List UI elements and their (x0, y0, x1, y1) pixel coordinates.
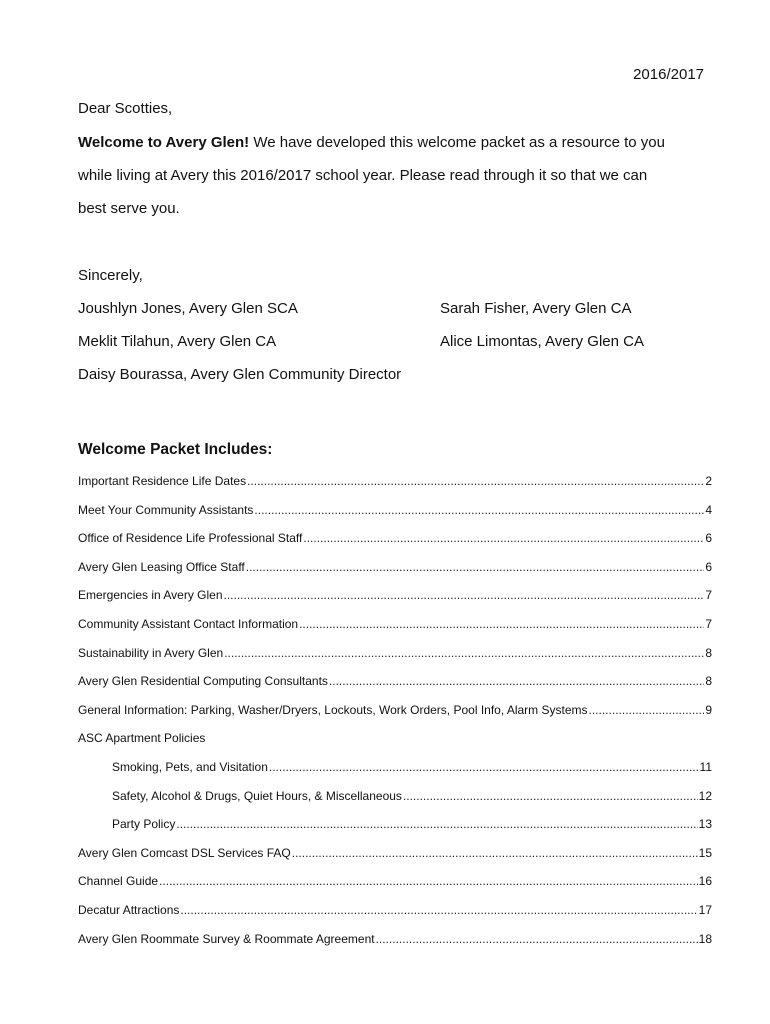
toc-item-label: ASC Apartment Policies (78, 731, 206, 745)
toc-item (78, 617, 712, 633)
toc-item-page: 12 (698, 789, 712, 803)
body-line-2: while living at Avery this 2016/2017 school year. Please read through it so that we can (78, 167, 648, 184)
toc-item (78, 588, 712, 604)
toc-leader-dots (329, 674, 704, 688)
signature-joushlyn-jones: Joushlyn Jones, Avery Glen SCA (78, 300, 298, 317)
greeting: Dear Scotties, (78, 100, 173, 117)
toc-item-page: 8 (705, 646, 712, 660)
toc-leader-dots (292, 846, 698, 860)
toc-item-page: 7 (705, 588, 712, 602)
toc-item-label: Avery Glen Roommate Survey & Roommate Agreement (78, 932, 375, 946)
toc-item (78, 846, 712, 862)
toc-item (78, 731, 378, 747)
toc-item-page: 2 (705, 474, 712, 488)
toc-item (78, 674, 712, 690)
toc-item (112, 760, 712, 776)
toc-leader-dots (269, 760, 699, 774)
signature-daisy-bourassa: Daisy Bourassa, Avery Glen Community Director (78, 366, 402, 383)
toc-item (78, 531, 712, 547)
toc-title: Welcome Packet Includes: (78, 441, 273, 458)
toc-item-page: 15 (698, 846, 712, 860)
toc-item (78, 646, 712, 662)
toc-item (78, 503, 712, 519)
toc-item-page: 11 (699, 760, 712, 774)
toc-item-label: Sustainability in Avery Glen (78, 646, 224, 660)
toc-item-label: General Information: Parking, Washer/Dryers, Lockouts, Work Orders, Pool Info, Alarm Systems (78, 703, 588, 717)
toc-item-label: Community Assistant Contact Information (78, 617, 299, 631)
toc-leader-dots (403, 789, 698, 803)
toc-item (78, 874, 712, 890)
document-date: 2016/2017 (633, 66, 704, 83)
toc-item-page: 6 (705, 531, 712, 545)
toc-leader-dots (376, 932, 698, 946)
toc-item-page: 17 (698, 903, 712, 917)
closing: Sincerely, (78, 267, 143, 284)
toc-item-page: 7 (705, 617, 712, 631)
body-text-1: We have developed this welcome packet as a resource to you (249, 134, 665, 151)
signature-alice-limontas: Alice Limontas, Avery Glen CA (440, 333, 644, 350)
toc-item (112, 817, 712, 833)
toc-item (78, 703, 712, 719)
toc-leader-dots (254, 503, 704, 517)
toc-item-label: Avery Glen Residential Computing Consultants (78, 674, 328, 688)
signature-meklit-tilahun: Meklit Tilahun, Avery Glen CA (78, 333, 277, 350)
toc-item (112, 789, 712, 805)
toc-item (78, 560, 712, 576)
toc-item-page: 16 (698, 874, 712, 888)
toc-item (78, 903, 712, 919)
toc-item-label: Smoking, Pets, and Visitation (112, 760, 268, 774)
toc-item-label: Party Policy (112, 817, 176, 831)
welcome-heading: Welcome to Avery Glen! (78, 134, 250, 151)
toc-item-label: Decatur Attractions (78, 903, 180, 917)
toc-item-page: 6 (705, 560, 712, 574)
toc-item (78, 474, 712, 490)
toc-item-label: Emergencies in Avery Glen (78, 588, 223, 602)
toc-item-label: Avery Glen Comcast DSL Services FAQ (78, 846, 291, 860)
toc-leader-dots (246, 560, 705, 574)
toc-item (78, 932, 712, 948)
toc-item-page: 13 (698, 817, 712, 831)
toc-item-page: 8 (705, 674, 712, 688)
toc-leader-dots (247, 474, 704, 488)
toc-item-page: 4 (705, 503, 712, 517)
toc-leader-dots (303, 531, 704, 545)
toc-item-label: Meet Your Community Assistants (78, 503, 254, 517)
toc-leader-dots (299, 617, 704, 631)
toc-leader-dots (589, 703, 705, 717)
toc-item-label: Important Residence Life Dates (78, 474, 247, 488)
toc-item-label: Office of Residence Life Professional Staff (78, 531, 303, 545)
body-line-1 (78, 134, 708, 151)
toc-item-label: Channel Guide (78, 874, 159, 888)
toc-item-page: 18 (698, 932, 712, 946)
toc-leader-dots (224, 646, 704, 660)
body-line-3: best serve you. (78, 200, 180, 217)
signature-sarah-fisher: Sarah Fisher, Avery Glen CA (440, 300, 632, 317)
toc-leader-dots (180, 903, 697, 917)
toc-leader-dots (176, 817, 697, 831)
toc-item-label: Avery Glen Leasing Office Staff (78, 560, 245, 574)
toc-item-page: 9 (705, 703, 712, 717)
toc-leader-dots (159, 874, 698, 888)
toc-leader-dots (224, 588, 705, 602)
toc-item-label: Safety, Alcohol & Drugs, Quiet Hours, & Miscellaneous (112, 789, 402, 803)
